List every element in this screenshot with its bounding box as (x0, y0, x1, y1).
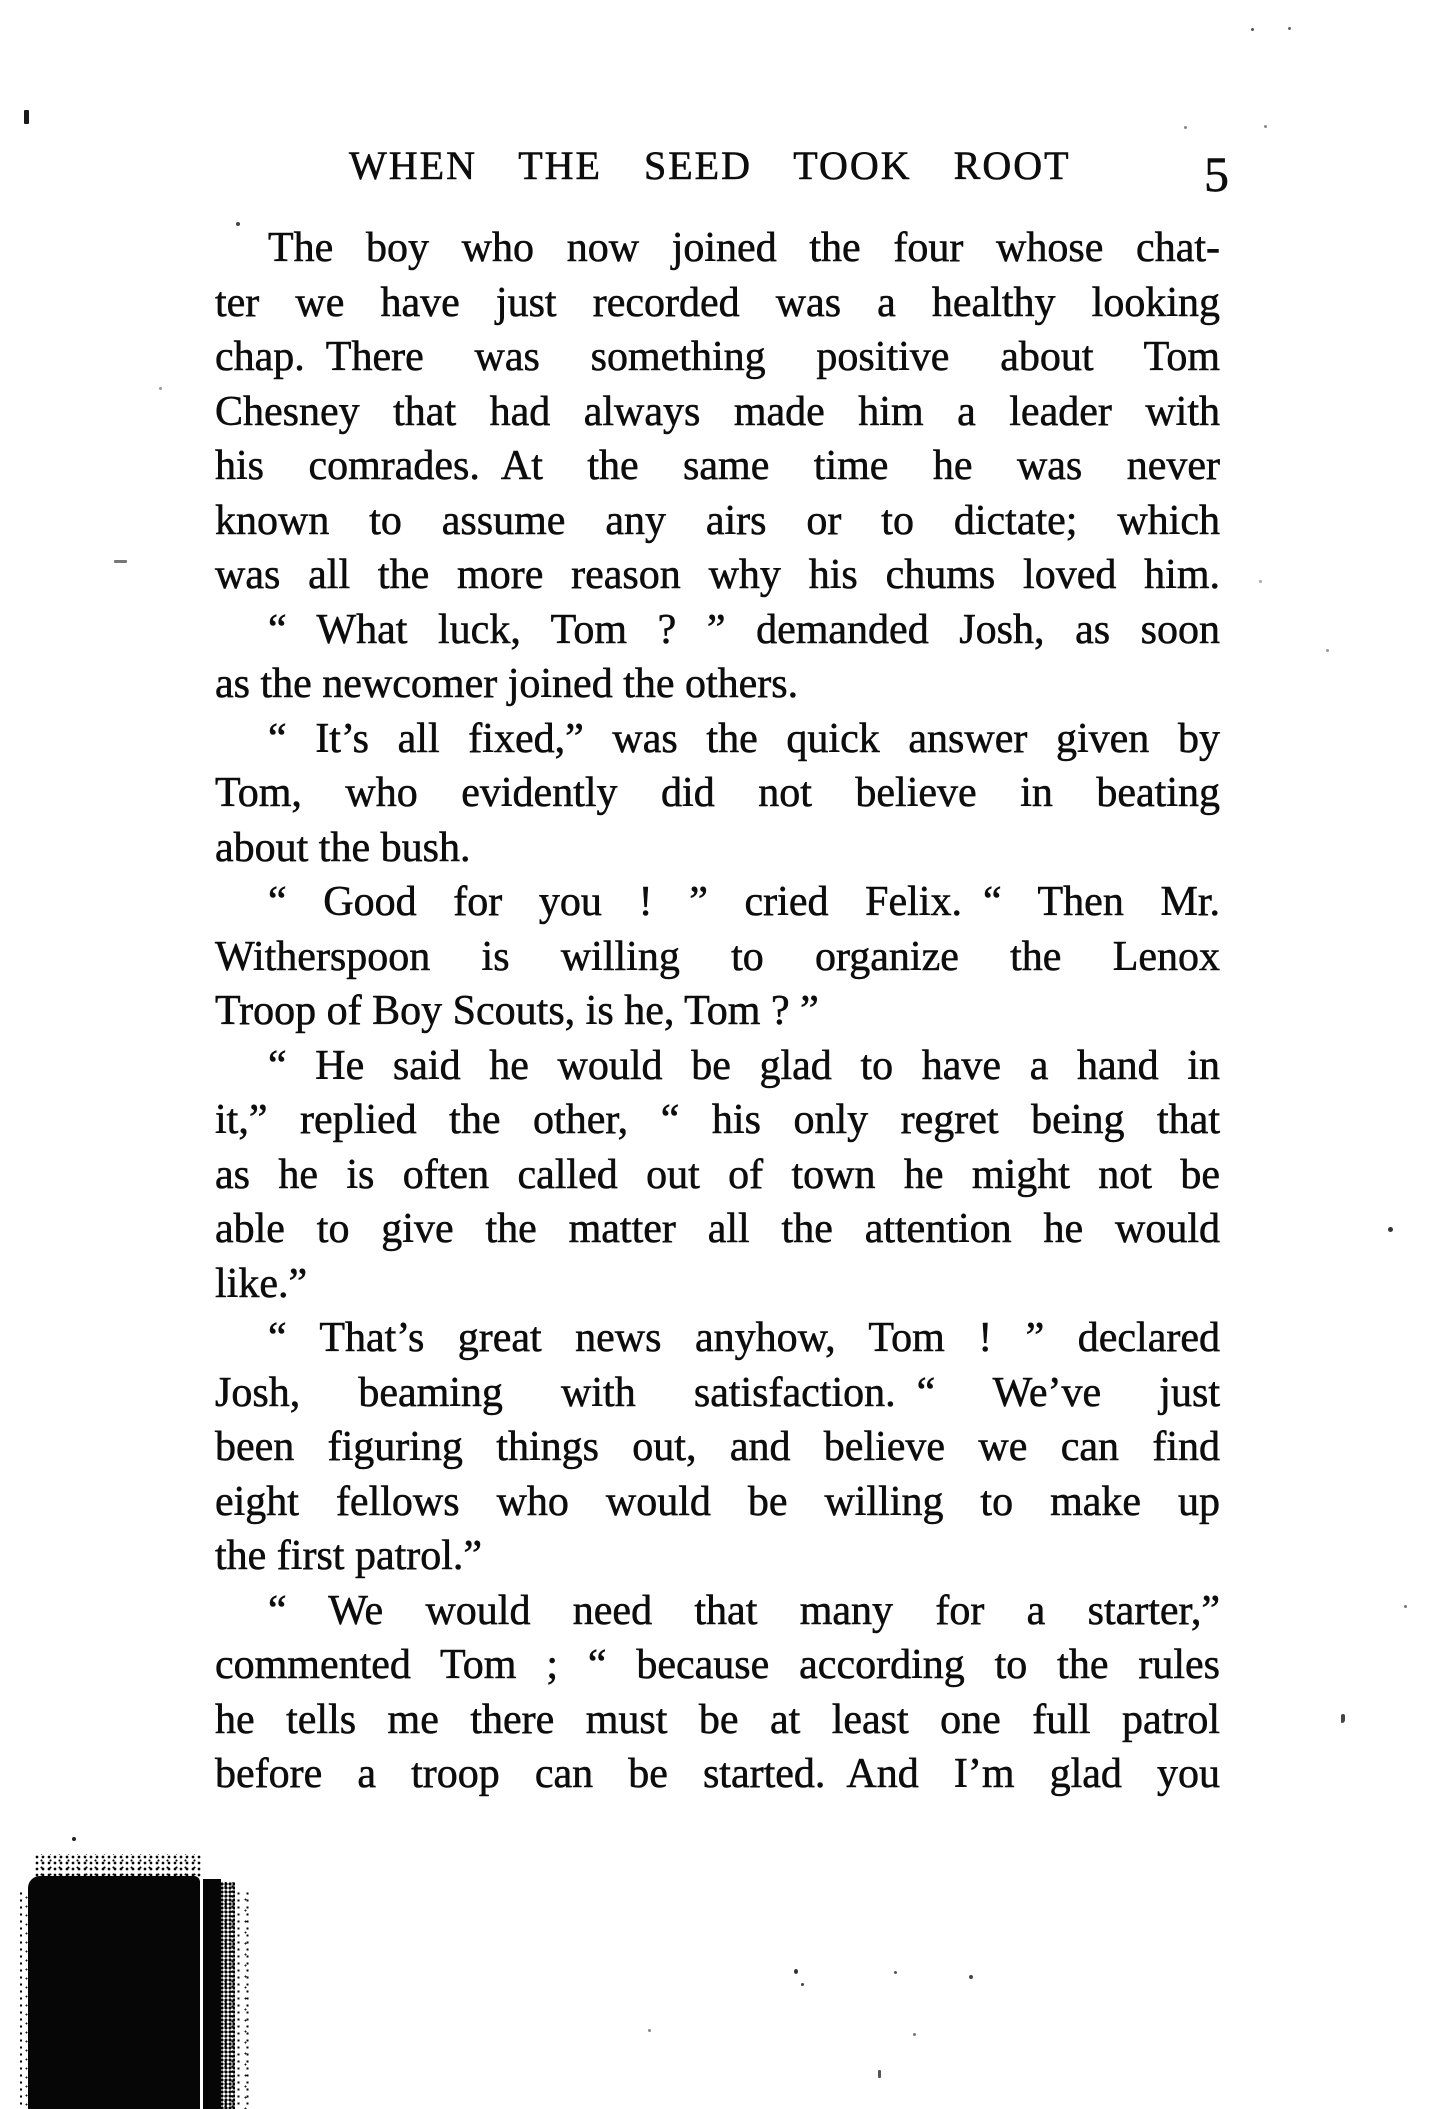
text-line: he tells me there must be at least one full patrol (215, 1696, 1220, 1743)
scan-speck (969, 1975, 973, 1979)
text-line: Chesney that had always made him a leader with (215, 388, 1220, 435)
page-number: 5 (1204, 146, 1229, 202)
scan-speck (114, 560, 127, 563)
text-line: before a troop can be started. And I’m glad you (215, 1751, 1220, 1797)
text-line: Troop of Boy Scouts, is he, Tom ? ” (215, 988, 819, 1034)
scan-speck (878, 2070, 881, 2078)
text-line: “ That’s great news anyhow, Tom ! ” declared (268, 1315, 1220, 1361)
text-line: about the bush. (215, 824, 471, 871)
page-title: WHEN THE SEED TOOK ROOT (349, 143, 1071, 188)
scan-speck (236, 222, 240, 226)
scan-speck (794, 1969, 798, 1974)
ink-blot (12, 1850, 257, 2109)
text-line: “ Good for you ! ” cried Felix. “ Then Mr. (268, 879, 1220, 925)
scan-speck (801, 1983, 804, 1986)
scan-speck (1404, 1605, 1407, 1608)
ink-blot-core-right (203, 1879, 221, 2109)
scan-speck (1288, 27, 1291, 30)
scan-speck (1259, 580, 1262, 583)
text-line: Josh, beaming with satisfaction. “ We’ve just (215, 1369, 1220, 1416)
text-line: chap. There was something positive about Tom (215, 334, 1220, 380)
scan-speck (1184, 126, 1187, 129)
text-line: his comrades. At the same time he was never (215, 443, 1220, 489)
text-line: The boy who now joined the four whose chat- (268, 225, 1220, 271)
scan-speck (1251, 28, 1254, 31)
ink-blot-core (28, 1876, 200, 2109)
scan-speck (648, 2029, 651, 2032)
text-line: known to assume any airs or to dictate; which (215, 497, 1220, 544)
text-line: the first patrol.” (215, 1533, 483, 1579)
scan-speck (1388, 1227, 1393, 1232)
scan-speck (159, 387, 162, 390)
ink-blot-top-fringe (34, 1854, 202, 1878)
text-line: “ It’s all fixed,” was the quick answer given by (268, 715, 1220, 762)
scan-speck (894, 1971, 897, 1974)
text-line: eight fellows who would be willing to make up (215, 1478, 1220, 1525)
text-line: Witherspoon is willing to organize the Lenox (215, 933, 1220, 980)
text-line: like.” (215, 1260, 308, 1307)
scan-speck (1326, 649, 1329, 652)
text-line: “ What luck, Tom ? ” demanded Josh, as soon (268, 606, 1220, 653)
text-line: was all the more reason why his chums loved him. (215, 552, 1220, 598)
scan-speck (1264, 125, 1267, 128)
scan-speck (1341, 1714, 1345, 1723)
scan-speck (24, 110, 29, 124)
text-line: Tom, who evidently did not believe in beating (215, 770, 1220, 816)
text-line: ter we have just recorded was a healthy looking (215, 279, 1220, 326)
text-line: able to give the matter all the attention he would (215, 1206, 1220, 1252)
text-line: been figuring things out, and believe we can find (215, 1424, 1220, 1470)
text-line: as the newcomer joined the others. (215, 661, 799, 707)
scan-speck (72, 1837, 76, 1841)
text-line: as he is often called out of town he might not be (215, 1151, 1220, 1198)
ink-blot-right-fringe-sparse (234, 1890, 254, 2109)
body-text (215, 221, 1220, 1802)
text-line: commented Tom ; “ because according to the rules (215, 1642, 1220, 1688)
text-line: it,” replied the other, “ his only regret being that (215, 1097, 1220, 1143)
scan-speck (913, 2033, 916, 2036)
ink-blot-right-fringe-dense (220, 1882, 235, 2109)
text-line: “ We would need that many for a starter,” (268, 1587, 1220, 1634)
text-line: “ He said he would be glad to have a hand in (268, 1042, 1220, 1089)
